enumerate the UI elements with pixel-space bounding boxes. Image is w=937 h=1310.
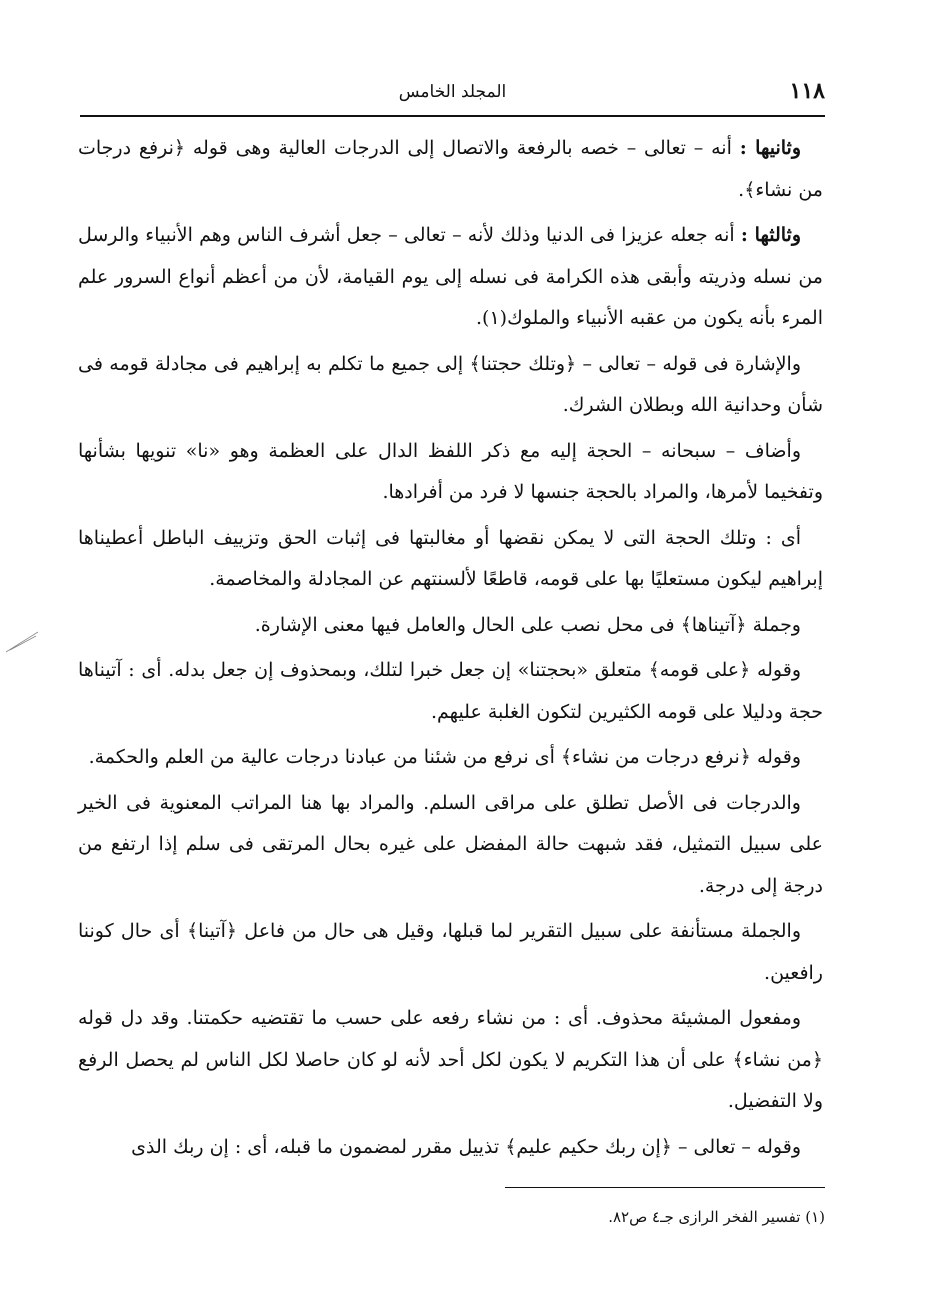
paragraph <box>78 518 823 601</box>
paragraph-text: وجملة ﴿آتيناها﴾ فى محل نصب على الحال والعامل فيها معنى الإشارة. <box>254 613 801 636</box>
paragraph <box>78 605 823 647</box>
body-text <box>78 128 823 1172</box>
paragraph-text: وقوله – تعالى – ﴿إن ربك حكيم عليم﴾ تذييل مقرر لمضمون ما قبله، أى : إن ربك الذى <box>131 1135 801 1158</box>
paragraph <box>78 215 823 340</box>
paragraph <box>78 911 823 994</box>
paragraph-text: وقوله ﴿على قومه﴾ متعلق «بحجتنا» إن جعل خبرا لتلك، وبمحذوف إن جعل بدله. أى : آتيناها حجة ودليلا على قومه الكثيرين لتكون الغلبة عليهم. <box>78 659 823 723</box>
paragraph <box>78 998 823 1123</box>
volume-title: المجلد الخامس <box>398 82 507 102</box>
paragraph <box>78 650 823 733</box>
paragraph-text: أى : وتلك الحجة التى لا يمكن نقضها أو مغالبتها فى إثبات الحق وتزييف الباطل أعطيناها إبراهيم ليكون مستعليًا بها على قومه، قاطعًا لألسنتهم عن المجادلة والمخاصمة. <box>78 526 823 590</box>
paragraph-text: وقوله ﴿نرفع درجات من نشاء﴾ أى نرفع من شئنا من عبادنا درجات عالية من العلم والحكمة. <box>88 746 801 768</box>
paragraph <box>78 431 823 514</box>
paragraph-text: ومفعول المشيئة محذوف. أى : من نشاء رفعه على حسب ما تقتضيه حكمتنا. وقد دل قوله ﴿من نشاء﴾ على أن هذا التكريم لا يكون لكل أحد لأنه لو كان حاصلا لكل الناس لم يحصل الرفع ولا التفضيل. <box>78 1007 823 1112</box>
paragraph <box>78 783 823 908</box>
paragraph-lead: وثانيها : <box>739 137 801 159</box>
paragraph-text: والإشارة فى قوله – تعالى – ﴿وتلك حجتنا﴾ إلى جميع ما تكلم به إبراهيم فى مجادلة قومه فى شأن وحدانية الله وبطلان الشرك. <box>78 352 823 416</box>
paragraph <box>78 128 823 211</box>
footnote-divider <box>505 1187 825 1188</box>
paragraph <box>78 344 823 427</box>
header-divider <box>80 115 825 117</box>
page-number: ١١٨ <box>789 78 825 104</box>
margin-pencil-mark <box>4 630 40 654</box>
paragraph-text: أنه – تعالى – خصه بالرفعة والاتصال إلى الدرجات العالية وهى قوله ﴿نرفع درجات من نشاء﴾. <box>78 137 823 201</box>
paragraph-text: أنه جعله عزيزا فى الدنيا وذلك لأنه – تعالى – جعل أشرف الناس وهم الأنبياء والرسل من نسله وذريته وأبقى هذه الكرامة فى نسله إلى يوم القيامة، لأن من أعظم أنواع السرور علم المرء بأنه يكون من عقبه الأنبياء والملوك(١). <box>78 224 823 329</box>
page-header <box>80 78 825 112</box>
footnote: (١) تفسير الفخر الرازى جـ٤ ص٨٢. <box>608 1208 825 1226</box>
paragraph-lead: وثالثها : <box>740 224 801 246</box>
paragraph <box>78 1127 823 1169</box>
paragraph-text: والجملة مستأنفة على سبيل التقرير لما قبلها، وقيل هى حال من فاعل ﴿آتينا﴾ أى حال كوننا رافعين. <box>78 920 823 984</box>
paragraph <box>78 737 823 779</box>
paragraph-text: وأضاف – سبحانه – الحجة إليه مع ذكر اللفظ الدال على العظمة وهو «نا» تنويها بشأنها وتفخيما لأمرها، والمراد بالحجة جنسها لا فرد من أفرادها. <box>78 439 823 503</box>
paragraph-text: والدرجات فى الأصل تطلق على مراقى السلم. والمراد بها هنا المراتب المعنوية فى الخير على سبيل التمثيل، فقد شبهت حالة المفضل على غيره بحال المرتقى فى سلم إذا ارتفع من درجة إلى درجة. <box>78 791 823 897</box>
